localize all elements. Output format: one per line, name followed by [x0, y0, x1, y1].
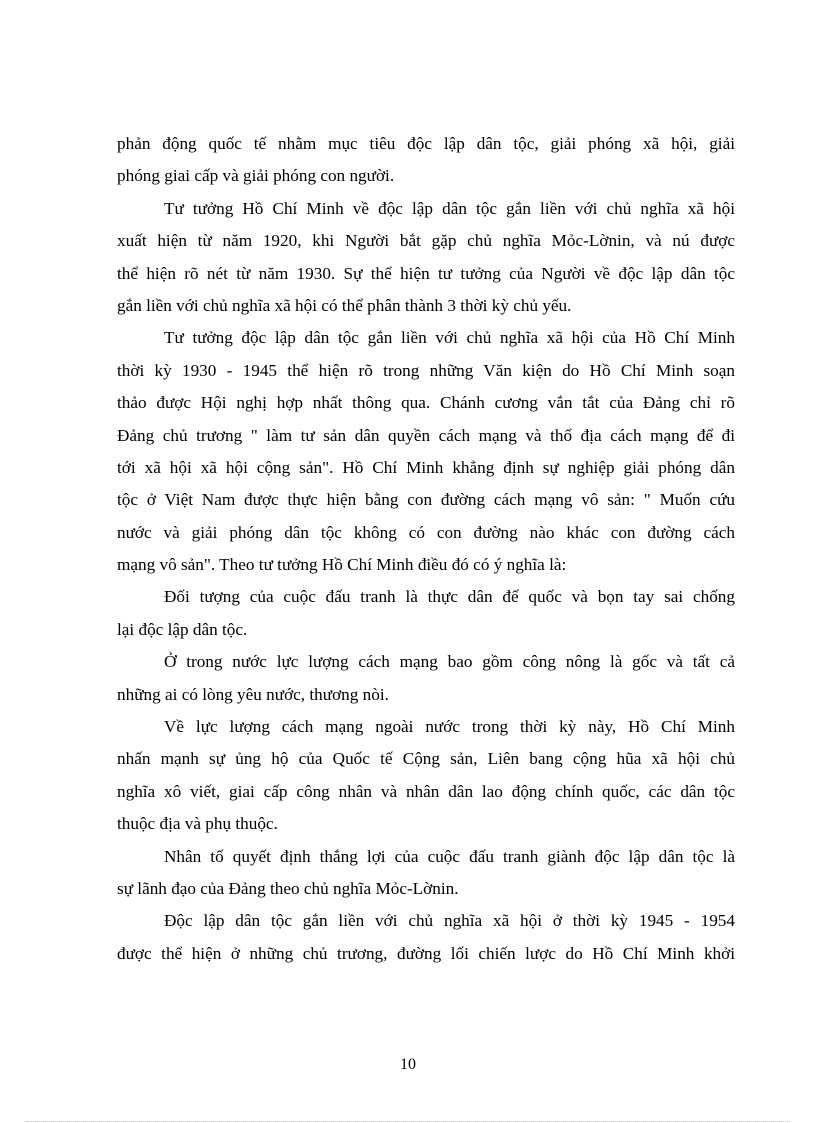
paragraph-first-line: Nhân tố quyết định thắng lợi của cuộc đấu tranh giành độc lập dân tộc là: [164, 846, 735, 866]
paragraph-first-line: Đối tượng của cuộc đấu tranh là thực dân đế quốc và bọn tay sai chống: [164, 587, 735, 607]
page-number: 10: [400, 1056, 416, 1073]
paragraph-first-line: Tư tưởng độc lập dân tộc gắn liền với chủ nghĩa xã hội của Hồ Chí Minh: [164, 328, 735, 348]
text-line: tới xã hội xã hội cộng sản". Hồ Chí Minh khẳng định sự nghiệp giải phóng dân: [117, 457, 735, 477]
text-line: phản động quốc tế nhằm mục tiêu độc lập dân tộc, giải phóng xã hội, giải: [117, 134, 735, 153]
paragraph-first-line: Tư tưởng Hồ Chí Minh về độc lập dân tộc gắn liền với chủ nghĩa xã hội: [164, 198, 735, 218]
text-line: gắn liền với chủ nghĩa xã hội có thể phân thành 3 thời kỳ chủ yếu.: [117, 295, 572, 315]
text-line: thuộc địa và phụ thuộc.: [117, 814, 278, 834]
text-line: thể hiện rõ nét từ năm 1930. Sự thể hiện tư tưởng của Người về độc lập dân tộc: [117, 263, 735, 283]
text-line: được thể hiện ở những chủ trương, đường lối chiến lược do Hồ Chí Minh khởi: [117, 943, 735, 963]
text-line: xuất hiện từ năm 1920, khi Người bắt gặp chủ nghĩa Mỏc-Lờnin, và nú được: [117, 231, 735, 251]
text-line: Đảng chủ trương " làm tư sản dân quyền cách mạng và thổ địa cách mạng để đi: [117, 425, 735, 445]
text-line: nghĩa xô viết, giai cấp công nhân và nhân dân lao động chính quốc, các dân tộc: [117, 781, 735, 801]
text-line: nước và giải phóng dân tộc không có con đường nào khác con đường cách: [117, 522, 735, 542]
text-line: những ai có lòng yêu nước, thương nòi.: [117, 684, 389, 704]
body-text: [117, 128, 735, 970]
paragraph-first-line: Độc lập dân tộc gắn liền với chủ nghĩa xã hội ở thời kỳ 1945 - 1954: [164, 911, 735, 931]
text-line: tộc ở Việt Nam được thực hiện bằng con đường cách mạng vô sản: " Muốn cứu: [117, 490, 735, 510]
text-line: thảo được Hội nghị hợp nhất thông qua. Chánh cương vắn tắt của Đảng chỉ rõ: [117, 393, 735, 413]
text-line: nhấn mạnh sự ủng hộ của Quốc tế Cộng sản, Liên bang cộng hũa xã hội chủ: [117, 749, 735, 769]
text-line: lại độc lập dân tộc.: [117, 619, 248, 639]
paragraph-first-line: Về lực lượng cách mạng ngoài nước trong thời kỳ này, Hồ Chí Minh: [164, 717, 735, 737]
text-line: thời kỳ 1930 - 1945 thể hiện rõ trong những Văn kiện do Hồ Chí Minh soạn: [117, 360, 735, 380]
text-line: sự lãnh đạo của Đảng theo chủ nghĩa Mỏc-Lờnin.: [117, 878, 459, 898]
page-bottom-divider: [26, 1121, 790, 1122]
text-line: phóng giai cấp và giải phóng con người.: [117, 166, 395, 186]
text-line: mạng vô sản". Theo tư tưởng Hồ Chí Minh điều đó có ý nghĩa là:: [117, 555, 567, 575]
paragraph-first-line: Ở trong nước lực lượng cách mạng bao gồm công nông là gốc và tất cả: [164, 652, 735, 672]
